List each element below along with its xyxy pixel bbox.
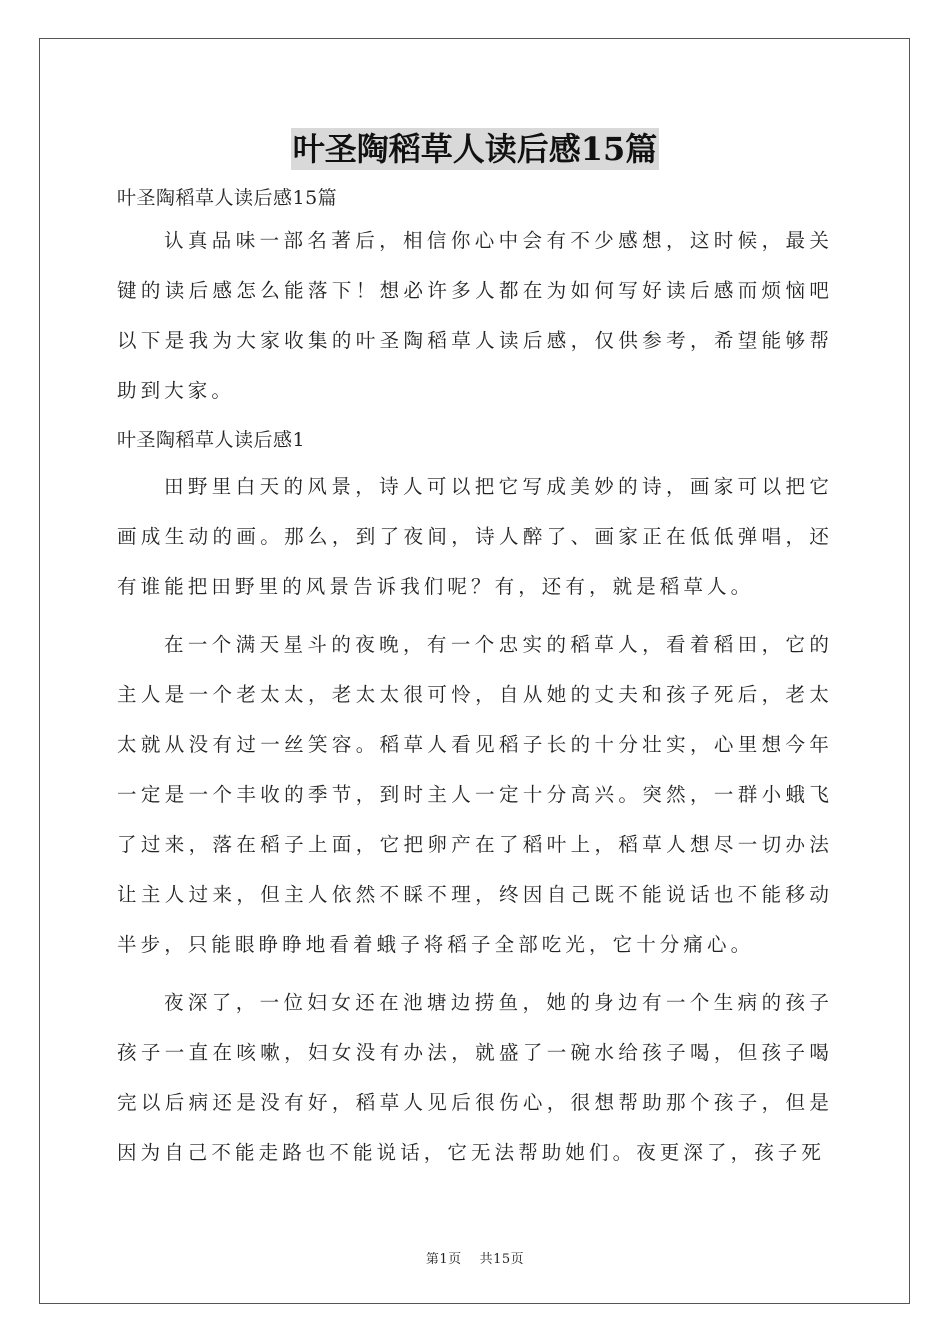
section-heading: 叶圣陶稻草人读后感1: [117, 429, 306, 451]
page-footer: [0, 1248, 950, 1267]
page-total: 共15页: [479, 1252, 525, 1267]
document-title: 叶圣陶稻草人读后感15篇: [292, 130, 658, 168]
document-subtitle: 叶圣陶稻草人读后感15篇: [117, 187, 338, 209]
intro-paragraph: 认真品味一部名著后，相信你心中会有不少感想，这时候，最关键的读后感怎么能落下！想必许多人都在为如何写好读后感而烦恼吧以下是我为大家收集的叶圣陶稻草人读后感，仅供参考，希望能够帮助到大家。: [117, 229, 833, 402]
body-paragraph-2: 在一个满天星斗的夜晚，有一个忠实的稻草人，看着稻田，它的主人是一个老太太，老太太很可怜，自从她的丈夫和孩子死后，老太太就从没有过一丝笑容。稻草人看见稻子长的十分壮实，心里想今年一定是一个丰收的季节，到时主人一定十分高兴。突然，一群小蛾飞了过来，落在稻子上面，它把卵产在了稻叶上，稻草人想尽一切办法让主人过来，但主人依然不睬不理，终因自己既不能说话也不能移动半步，只能眼睁睁地看着蛾子将稻子全部吃光，它十分痛心。: [117, 633, 833, 956]
body-paragraph-3: 夜深了，一位妇女还在池塘边捞鱼，她的身边有一个生病的孩子孩子一直在咳嗽，妇女没有办法，就盛了一碗水给孩子喝，但孩子喝完以后病还是没有好，稻草人见后很伤心，很想帮助那个孩子，但是因为自己不能走路也不能说话，它无法帮助她们。夜更深了，孩子死: [117, 991, 833, 1164]
title-wrap: [0, 128, 950, 170]
page-number: 第1页: [425, 1252, 462, 1267]
body-paragraph-1: 田野里白天的风景，诗人可以把它写成美妙的诗，画家可以把它画成生动的画。那么，到了夜间，诗人醉了、画家正在低低弹唱，还有谁能把田野里的风景告诉我们呢？有，还有，就是稻草人。: [117, 475, 833, 598]
document-body: [117, 180, 833, 1178]
